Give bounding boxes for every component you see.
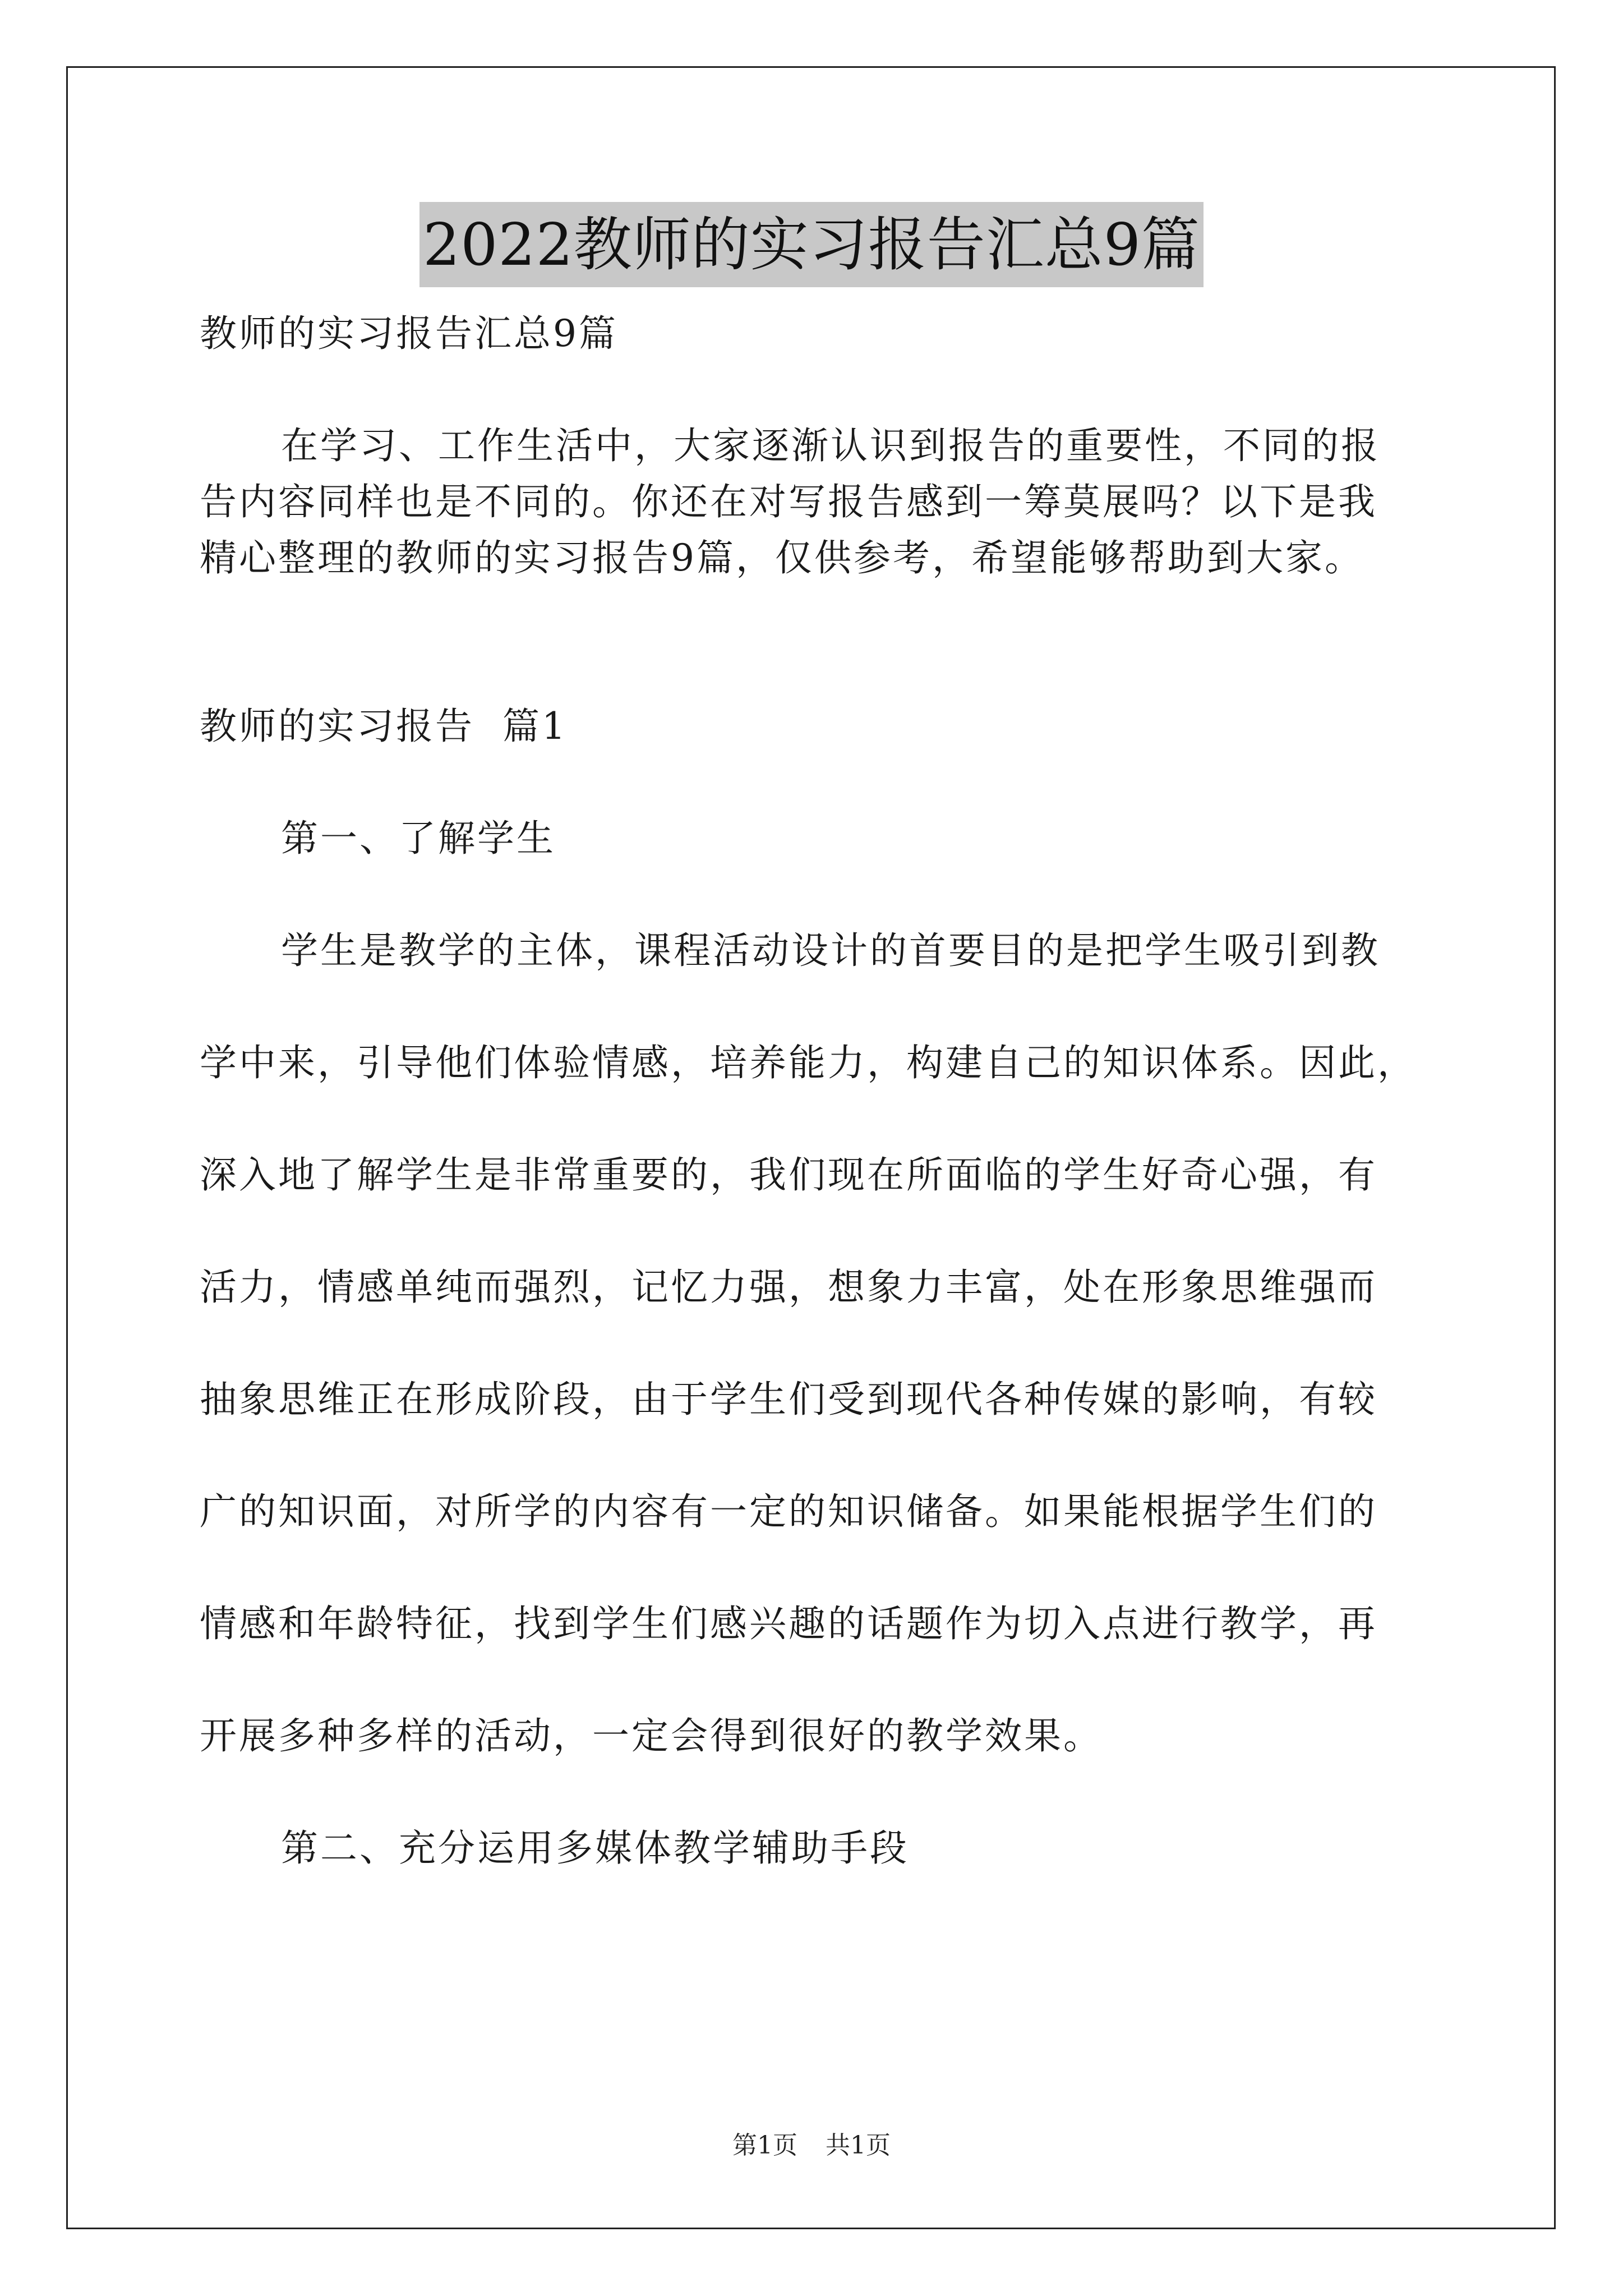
page-number-total: 共1页	[826, 2131, 891, 2160]
point1-line-6: 广的知识面，对所学的内容有一定的知识储备。如果能根据学生们的	[200, 1490, 1377, 1533]
intro-line-3: 精心整理的教师的实习报告9篇，仅供参考，希望能够帮助到大家。	[200, 536, 1364, 579]
point1-line-7: 情感和年龄特征，找到学生们感兴趣的话题作为切入点进行教学，再	[200, 1602, 1377, 1645]
intro-line-1: 在学习、工作生活中，大家逐渐认识到报告的重要性，不同的报	[281, 424, 1380, 467]
section-heading: 教师的实习报告 篇1	[200, 705, 568, 748]
page-footer	[0, 2129, 1623, 2162]
intro-line-2: 告内容同样也是不同的。你还在对写报告感到一筹莫展吗？以下是我	[200, 480, 1377, 523]
point1-line-8: 开展多种多样的活动，一定会得到很好的教学效果。	[200, 1714, 1103, 1757]
document-subtitle: 教师的实习报告汇总9篇	[200, 312, 618, 355]
point1-line-5: 抽象思维正在形成阶段，由于学生们受到现代各种传媒的影响，有较	[200, 1378, 1377, 1421]
document-title: 2022教师的实习报告汇总9篇	[419, 202, 1204, 287]
point1-line-3: 深入地了解学生是非常重要的，我们现在所面临的学生好奇心强，有	[200, 1153, 1377, 1197]
page-number-current: 第1页	[732, 2131, 797, 2160]
point1-line-2: 学中来，引导他们体验情感，培养能力，构建自己的知识体系。因此，	[200, 1041, 1417, 1084]
point1-heading: 第一、了解学生	[281, 817, 556, 860]
title-container	[0, 202, 1623, 287]
point1-line-1: 学生是教学的主体，课程活动设计的首要目的是把学生吸引到教	[281, 929, 1380, 972]
point2-heading: 第二、充分运用多媒体教学辅助手段	[281, 1826, 909, 1870]
point1-line-4: 活力，情感单纯而强烈，记忆力强，想象力丰富，处在形象思维强而	[200, 1266, 1377, 1309]
document-body	[200, 306, 1439, 1876]
